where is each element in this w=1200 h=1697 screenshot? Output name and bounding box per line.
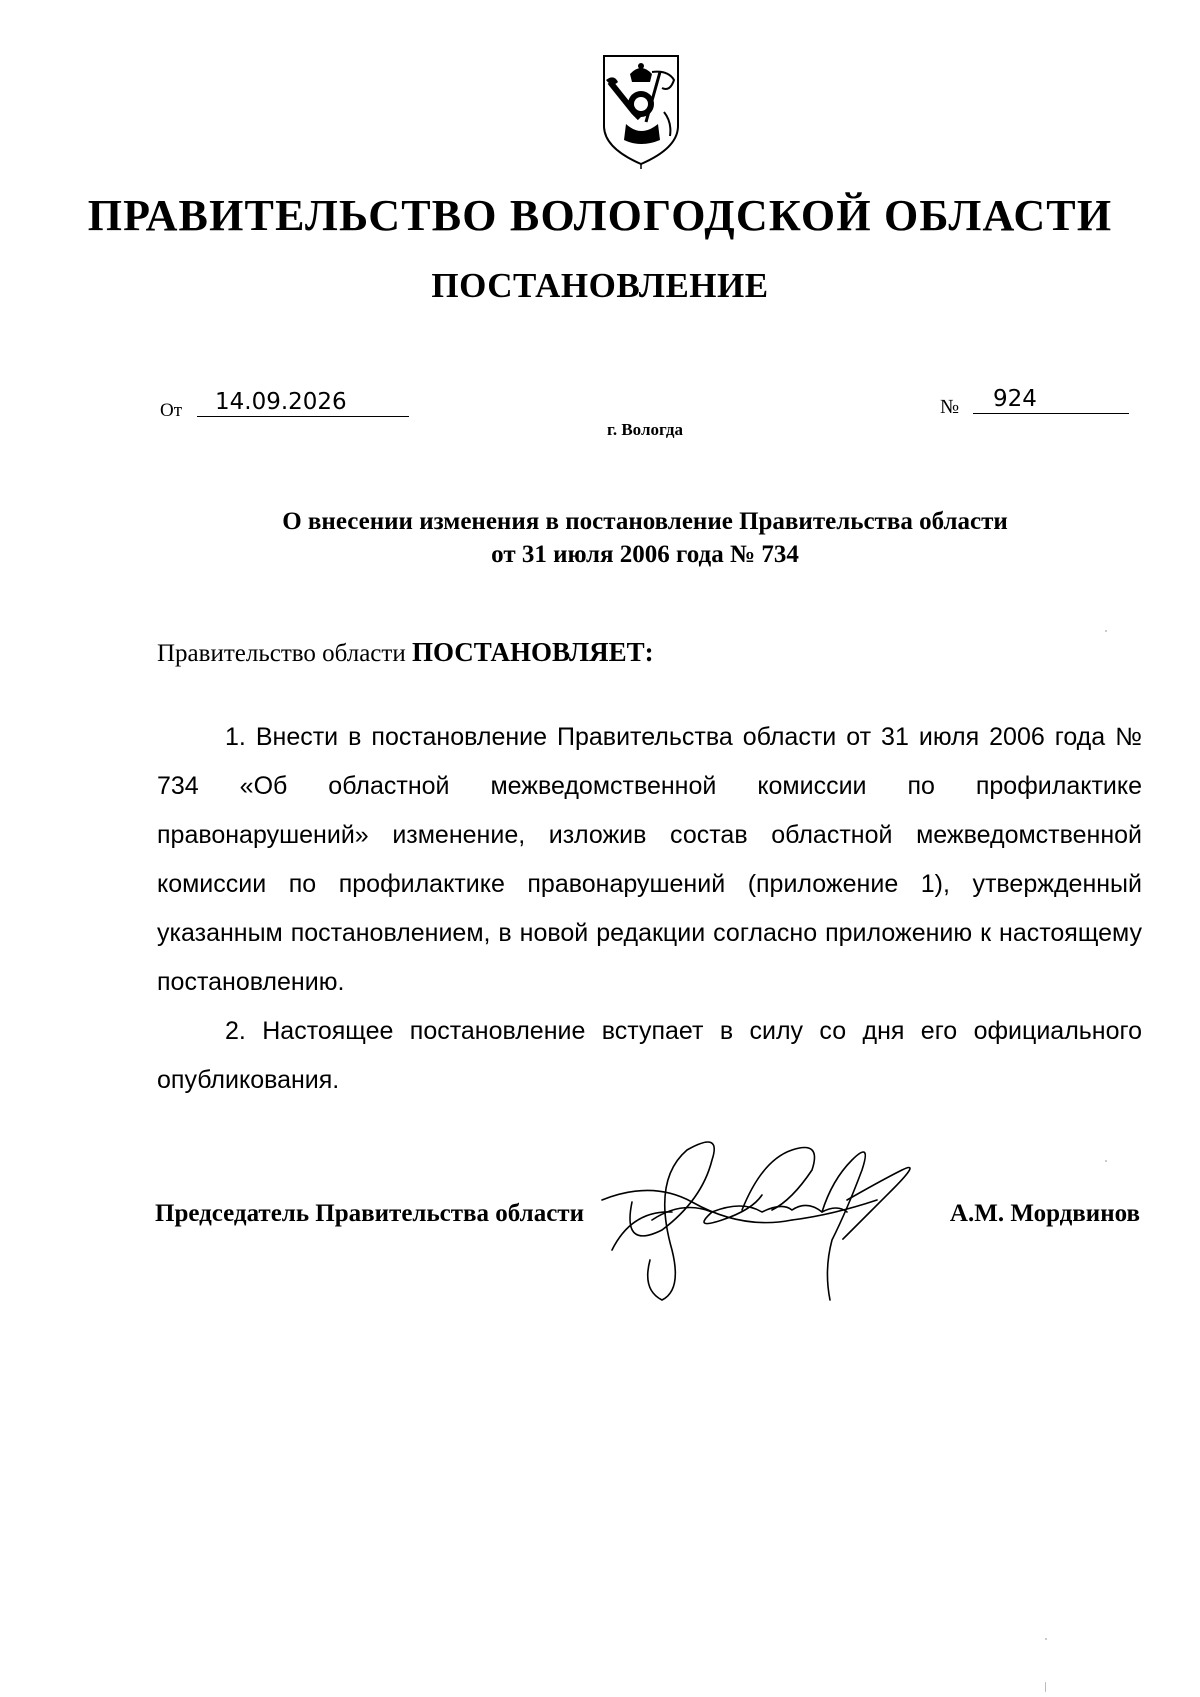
city: г. Вологда <box>607 420 683 439</box>
government-title: ПРАВИТЕЛЬСТВО ВОЛОГОДСКОЙ ОБЛАСТИ <box>87 191 1113 240</box>
scan-speck <box>1105 630 1107 632</box>
paragraph-2: 2. Настоящее постановление вступает в силу со дня его официального опубликования. <box>157 1017 1142 1094</box>
date-label: От <box>160 400 183 421</box>
number-label: № <box>940 396 960 418</box>
preamble-keyword: ПОСТАНОВЛЯЕТ: <box>411 637 654 667</box>
signatory-name: А.М. Мордвинов <box>949 1200 1140 1227</box>
document-number: 924 <box>973 384 1129 414</box>
coat-of-arms-icon <box>600 52 682 170</box>
subject-line-2: от 31 июля 2006 года № 734 <box>491 541 799 568</box>
signatory-title: Председатель Правительства области <box>155 1200 584 1227</box>
document-type: ПОСТАНОВЛЕНИЕ <box>431 266 769 305</box>
signature-icon <box>592 1140 952 1340</box>
document-subject <box>160 505 1130 571</box>
subject-line-1: О внесении изменения в постановление Правительства области <box>282 508 1008 535</box>
preamble-text: Правительство области <box>157 640 406 667</box>
scan-speck <box>1045 1638 1047 1640</box>
document-date: 14.09.2026 <box>197 387 409 417</box>
preamble <box>157 637 654 668</box>
document-body <box>157 713 1142 1105</box>
scan-speck <box>1045 1682 1046 1692</box>
paragraph-1: 1. Внести в постановление Правительства области от 31 июля 2006 года № 734 «Об областной межведомственной комиссии по профилактике правонарушений» изменение, изложив состав областной межведомственной комиссии по профилактике правонарушений (приложение 1), утвержденный указанным постановлением, в новой редакции согласно приложению к настоящему постановлению. <box>157 723 1142 996</box>
scan-speck <box>1105 1160 1107 1162</box>
